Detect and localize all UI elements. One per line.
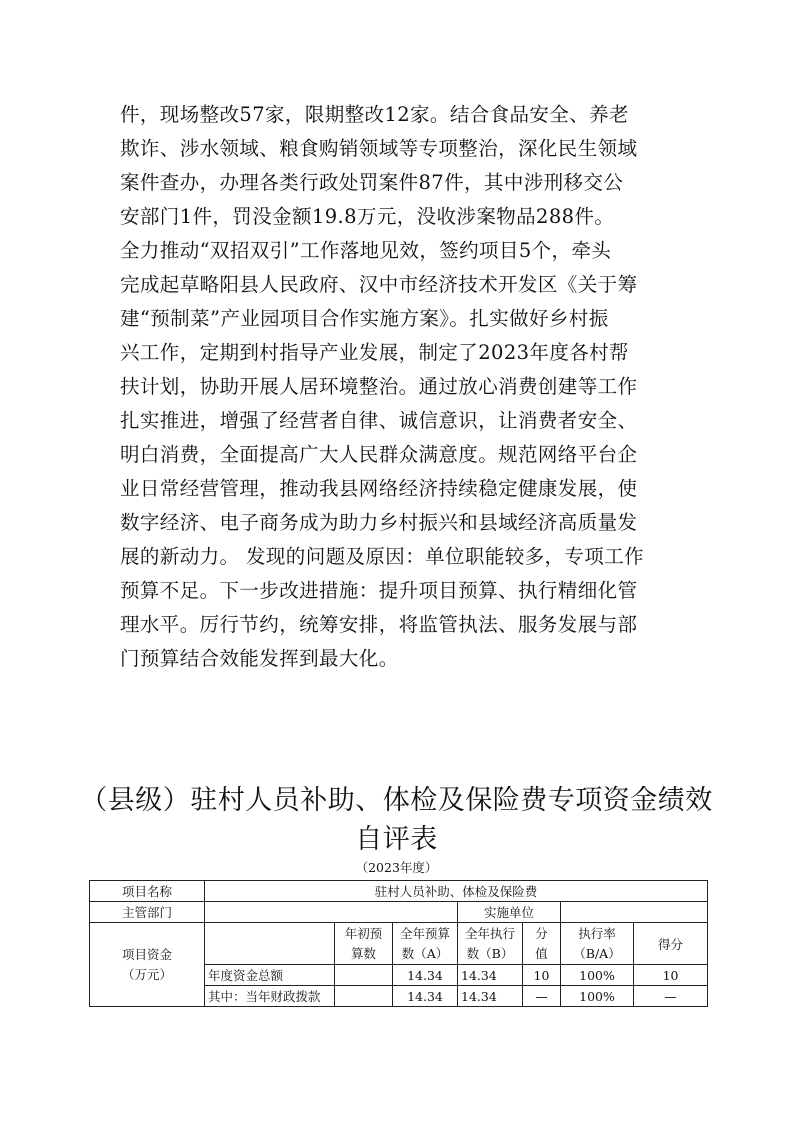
body-paragraph bbox=[120, 98, 675, 676]
header-score: 得分 bbox=[634, 923, 708, 965]
dept-value bbox=[205, 902, 458, 923]
cell-exec: 14.34 bbox=[458, 986, 523, 1007]
cell-rate: 100% bbox=[561, 965, 634, 986]
table-row bbox=[90, 902, 708, 923]
cell-score: — bbox=[634, 986, 708, 1007]
cell-rate: 100% bbox=[561, 986, 634, 1007]
header-text: （B/A） bbox=[573, 945, 621, 961]
header-text: 全年预算 bbox=[399, 925, 450, 941]
body-line: 欺诈、涉水领域、粮食购销领域等专项整治，深化民生领域 bbox=[120, 137, 638, 160]
row-label: 其中：当年财政拨款 bbox=[205, 986, 335, 1007]
row-label: 年度资金总额 bbox=[205, 965, 335, 986]
body-line: 兴工作，定期到村指导产业发展，制定了2023年度各村帮 bbox=[120, 341, 629, 364]
body-line: 全力推动“双招双引”工作落地见效，签约项目5个，牵头 bbox=[120, 239, 612, 262]
header-text: 数（B） bbox=[466, 945, 514, 961]
table-row bbox=[90, 881, 708, 902]
body-line: 完成起草略阳县人民政府、汉中市经济技术开发区《关于筹 bbox=[120, 273, 638, 296]
cell-weight: — bbox=[523, 986, 561, 1007]
body-line: 预算不足。下一步改进措施：提升项目预算、执行精细化管 bbox=[120, 579, 638, 602]
self-evaluation-table bbox=[89, 880, 708, 1007]
header-text: 分 bbox=[535, 925, 548, 941]
header-score-value bbox=[523, 923, 561, 965]
header-exec-rate bbox=[561, 923, 634, 965]
body-line: 理水平。厉行节约，统筹安排，将监管执法、服务发展与部 bbox=[120, 613, 638, 636]
document-title: （县级）驻村人员补助、体检及保险费专项资金绩效 bbox=[80, 785, 713, 816]
header-annual-exec bbox=[458, 923, 523, 965]
year-subtitle: （2023年度） bbox=[355, 860, 438, 875]
table-row bbox=[90, 923, 708, 965]
body-line: 建“预制菜”产业园项目合作实施方案》。扎实做好乡村振 bbox=[120, 307, 609, 330]
header-text: 值 bbox=[535, 945, 548, 961]
body-line: 扶计划，协助开展人居环境整治。通过放心消费创建等工作 bbox=[120, 375, 638, 398]
cell-initial bbox=[335, 986, 393, 1007]
header-text: 全年执行 bbox=[464, 925, 515, 941]
header-blank bbox=[205, 923, 335, 965]
header-text: 执行率 bbox=[578, 925, 616, 941]
cell-initial bbox=[335, 965, 393, 986]
cell-score: 10 bbox=[634, 965, 708, 986]
body-line: 扎实推进，增强了经营者自律、诚信意识，让消费者安全、 bbox=[120, 409, 638, 432]
body-line: 明白消费，全面提高广大人民群众满意度。规范网络平台企 bbox=[120, 443, 638, 466]
impl-unit-value bbox=[561, 902, 708, 923]
header-text: 算数 bbox=[350, 945, 376, 961]
impl-unit-label: 实施单位 bbox=[458, 902, 561, 923]
cell-exec: 14.34 bbox=[458, 965, 523, 986]
funds-label bbox=[90, 923, 205, 1007]
body-line: 业日常经营管理，推动我县网络经济持续稳定健康发展，使 bbox=[120, 477, 638, 500]
project-name-value: 驻村人员补助、体检及保险费 bbox=[205, 881, 708, 902]
cell-budget: 14.34 bbox=[393, 965, 458, 986]
body-line: 展的新动力。 发现的问题及原因：单位职能较多，专项工作 bbox=[120, 545, 644, 568]
header-initial-budget bbox=[335, 923, 393, 965]
body-line: 件，现场整改57家，限期整改12家。结合食品安全、养老 bbox=[120, 103, 629, 126]
cell-budget: 14.34 bbox=[393, 986, 458, 1007]
cell-weight: 10 bbox=[523, 965, 561, 986]
document-title-line2: 自评表 bbox=[355, 824, 438, 855]
body-line: 案件查办，办理各类行政处罚案件87件，其中涉刑移交公 bbox=[120, 171, 624, 194]
header-text: 年初预 bbox=[344, 925, 383, 941]
body-line: 安部门1件，罚没金额19.8万元，没收涉案物品288件。 bbox=[120, 205, 615, 228]
header-text: 数（A） bbox=[401, 945, 449, 961]
body-line: 门预算结合效能发挥到最大化。 bbox=[120, 647, 399, 670]
funds-label-line2: （万元） bbox=[121, 966, 172, 982]
header-annual-budget bbox=[393, 923, 458, 965]
funds-label-line1: 项目资金 bbox=[121, 946, 172, 962]
project-name-label: 项目名称 bbox=[90, 881, 205, 902]
body-line: 数字经济、电子商务成为助力乡村振兴和县域经济高质量发 bbox=[120, 511, 638, 534]
dept-label: 主管部门 bbox=[90, 902, 205, 923]
